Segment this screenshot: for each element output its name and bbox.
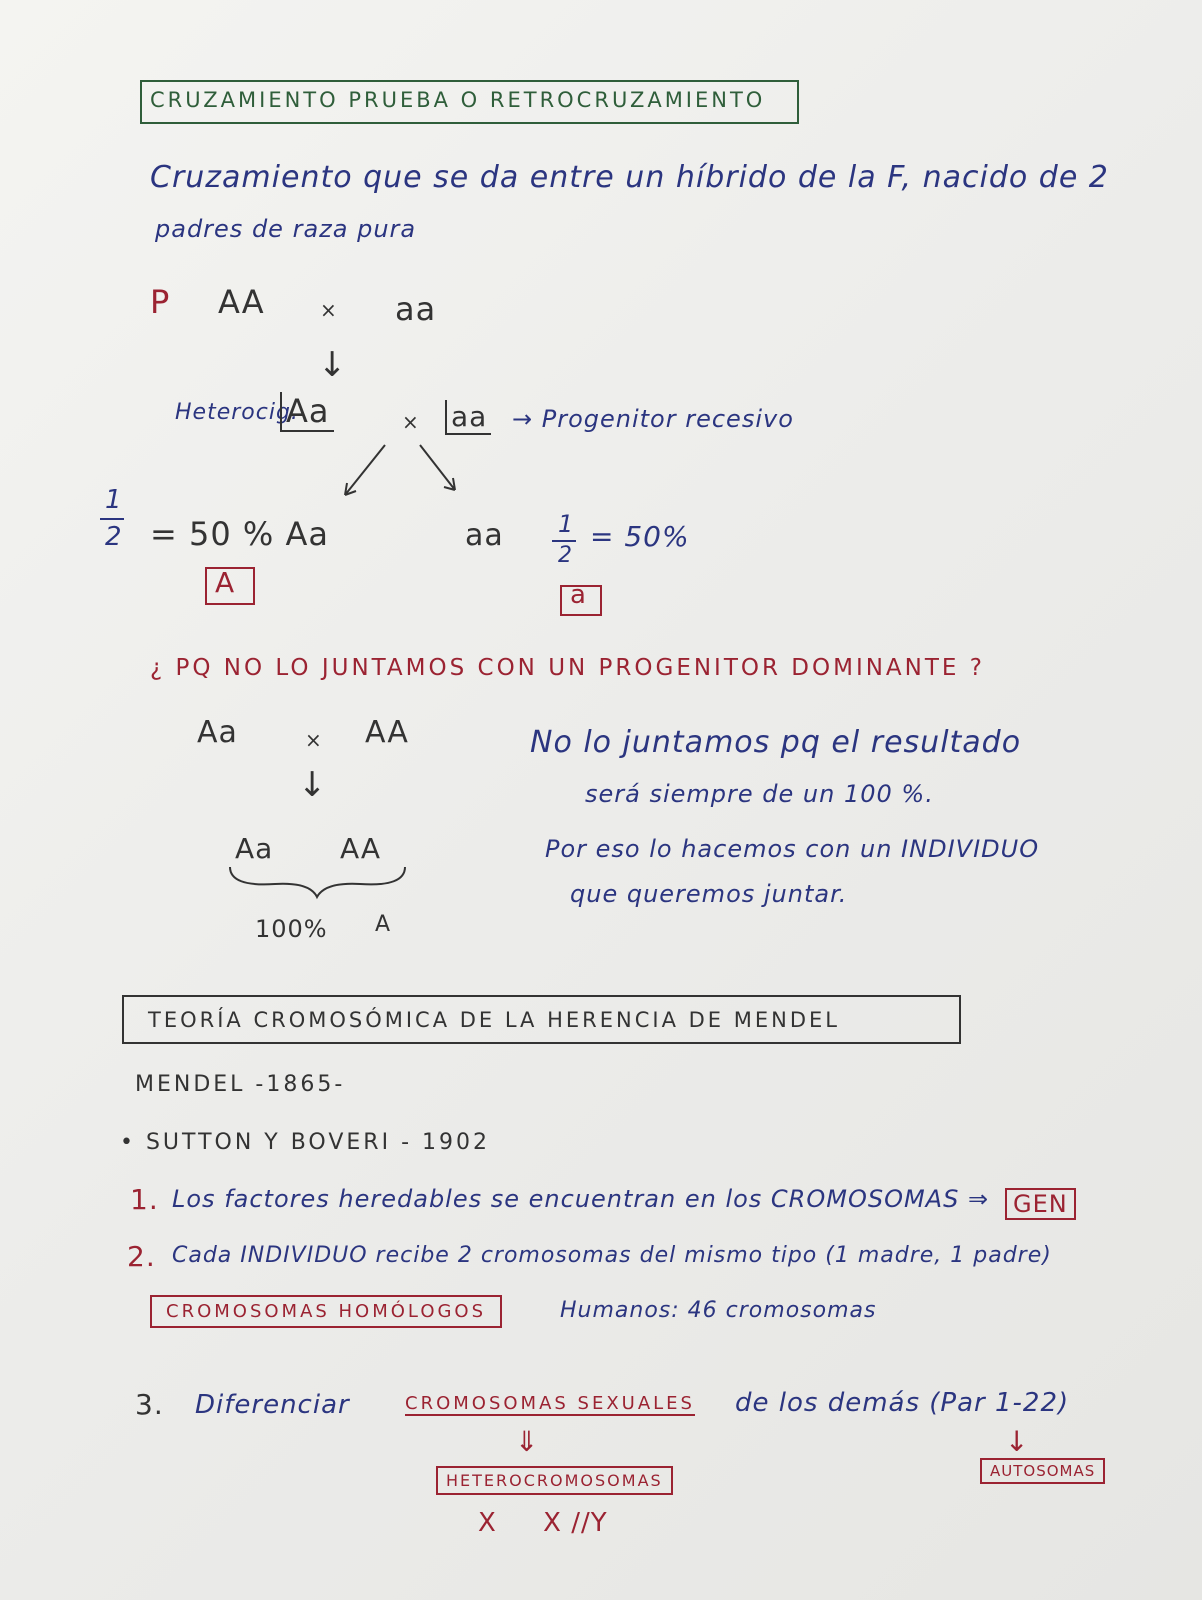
item1-text: Los factores heredables se encuentran en los CROMOSOMAS ⇒ — [172, 1185, 990, 1213]
p-cross: × — [320, 298, 338, 322]
item2-text: Cada INDIVIDUO recibe 2 cromosomas del mismo tipo (1 madre, 1 padre) — [172, 1243, 1052, 1268]
frac-right-den: 2 — [558, 543, 573, 568]
q-phenotype: A — [375, 912, 392, 937]
heterozig-genotype: Aa — [280, 392, 334, 432]
item1-num: 1. — [130, 1183, 159, 1216]
homologous-box: CROMOSOMAS HOMÓLOGOS — [150, 1295, 502, 1328]
left-arrow-icon: ⇓ — [515, 1425, 540, 1458]
left-result: = 50 % Aa — [150, 515, 329, 553]
right-genotype: aa — [465, 518, 504, 553]
frac-left-den: 2 — [105, 522, 123, 552]
q-total: 100% — [255, 915, 328, 943]
item3-pre: Diferenciar — [195, 1390, 350, 1420]
mendel-line: MENDEL -1865- — [135, 1072, 346, 1097]
q-cross: × — [305, 728, 323, 752]
right-arrow-icon: ↓ — [1005, 1425, 1030, 1458]
cross-symbol: × — [402, 410, 420, 434]
branch-arrows-icon — [330, 440, 470, 505]
frac-right-num: 1 — [558, 510, 575, 538]
answer-line2: será siempre de un 100 %. — [585, 780, 934, 808]
heterochromosomes-box: HETEROCROMOSOMAS — [436, 1466, 673, 1495]
definition-line2: padres de raza pura — [155, 215, 417, 243]
answer-line4: que queremos juntar. — [570, 880, 848, 908]
autosomes-box: AUTOSOMAS — [980, 1458, 1105, 1484]
definition-line1: Cruzamiento que se da entre un híbrido de la F, nacido de 2 — [150, 160, 1109, 195]
sex-chromosomes: X X //Y — [478, 1508, 608, 1538]
down-arrow: ↓ — [318, 345, 347, 385]
gene-label: GEN — [1005, 1188, 1076, 1220]
question: ¿ PQ NO LO JUNTAMOS CON UN PROGENITOR DOMINANTE ? — [150, 655, 985, 681]
fraction-bar — [552, 540, 576, 542]
sutton-line: • SUTTON Y BOVERI - 1902 — [120, 1130, 490, 1155]
curly-brace-icon — [225, 862, 410, 902]
q-parent2: AA — [365, 715, 409, 750]
p-parent2: aa — [395, 290, 437, 328]
q-offspring1: Aa — [235, 832, 274, 865]
down-arrow: ↓ — [298, 765, 327, 805]
p-parent1: AA — [218, 283, 265, 321]
q-offspring2: AA — [340, 832, 382, 865]
frac-left-num: 1 — [105, 485, 123, 515]
section2-title: TEORÍA CROMOSÓMICA DE LA HERENCIA DE MENDEL — [148, 1008, 840, 1032]
fraction-bar — [100, 518, 124, 520]
item3-num: 3. — [135, 1388, 164, 1421]
section1-title: CRUZAMIENTO PRUEBA O RETROCRUZAMIENTO — [150, 88, 766, 112]
p-label: P — [150, 283, 171, 321]
item3-underlined: CROMOSOMAS SEXUALES — [405, 1393, 695, 1414]
left-allele: A — [215, 566, 236, 599]
recessive-note: → Progenitor recesivo — [512, 405, 794, 433]
answer-line3: Por eso lo hacemos con un INDIVIDUO — [545, 835, 1040, 863]
right-allele: a — [570, 580, 587, 610]
q-parent1: Aa — [197, 715, 238, 750]
item2-num: 2. — [127, 1240, 156, 1273]
item3-post: de los demás (Par 1-22) — [735, 1388, 1070, 1418]
answer-line1: No lo juntamos pq el resultado — [530, 725, 1022, 760]
recessive-genotype: aa — [445, 400, 491, 435]
item2-note: Humanos: 46 cromosomas — [560, 1298, 877, 1323]
right-result: = 50% — [590, 520, 690, 553]
heterozig-label: Heterocig. — [175, 400, 299, 425]
